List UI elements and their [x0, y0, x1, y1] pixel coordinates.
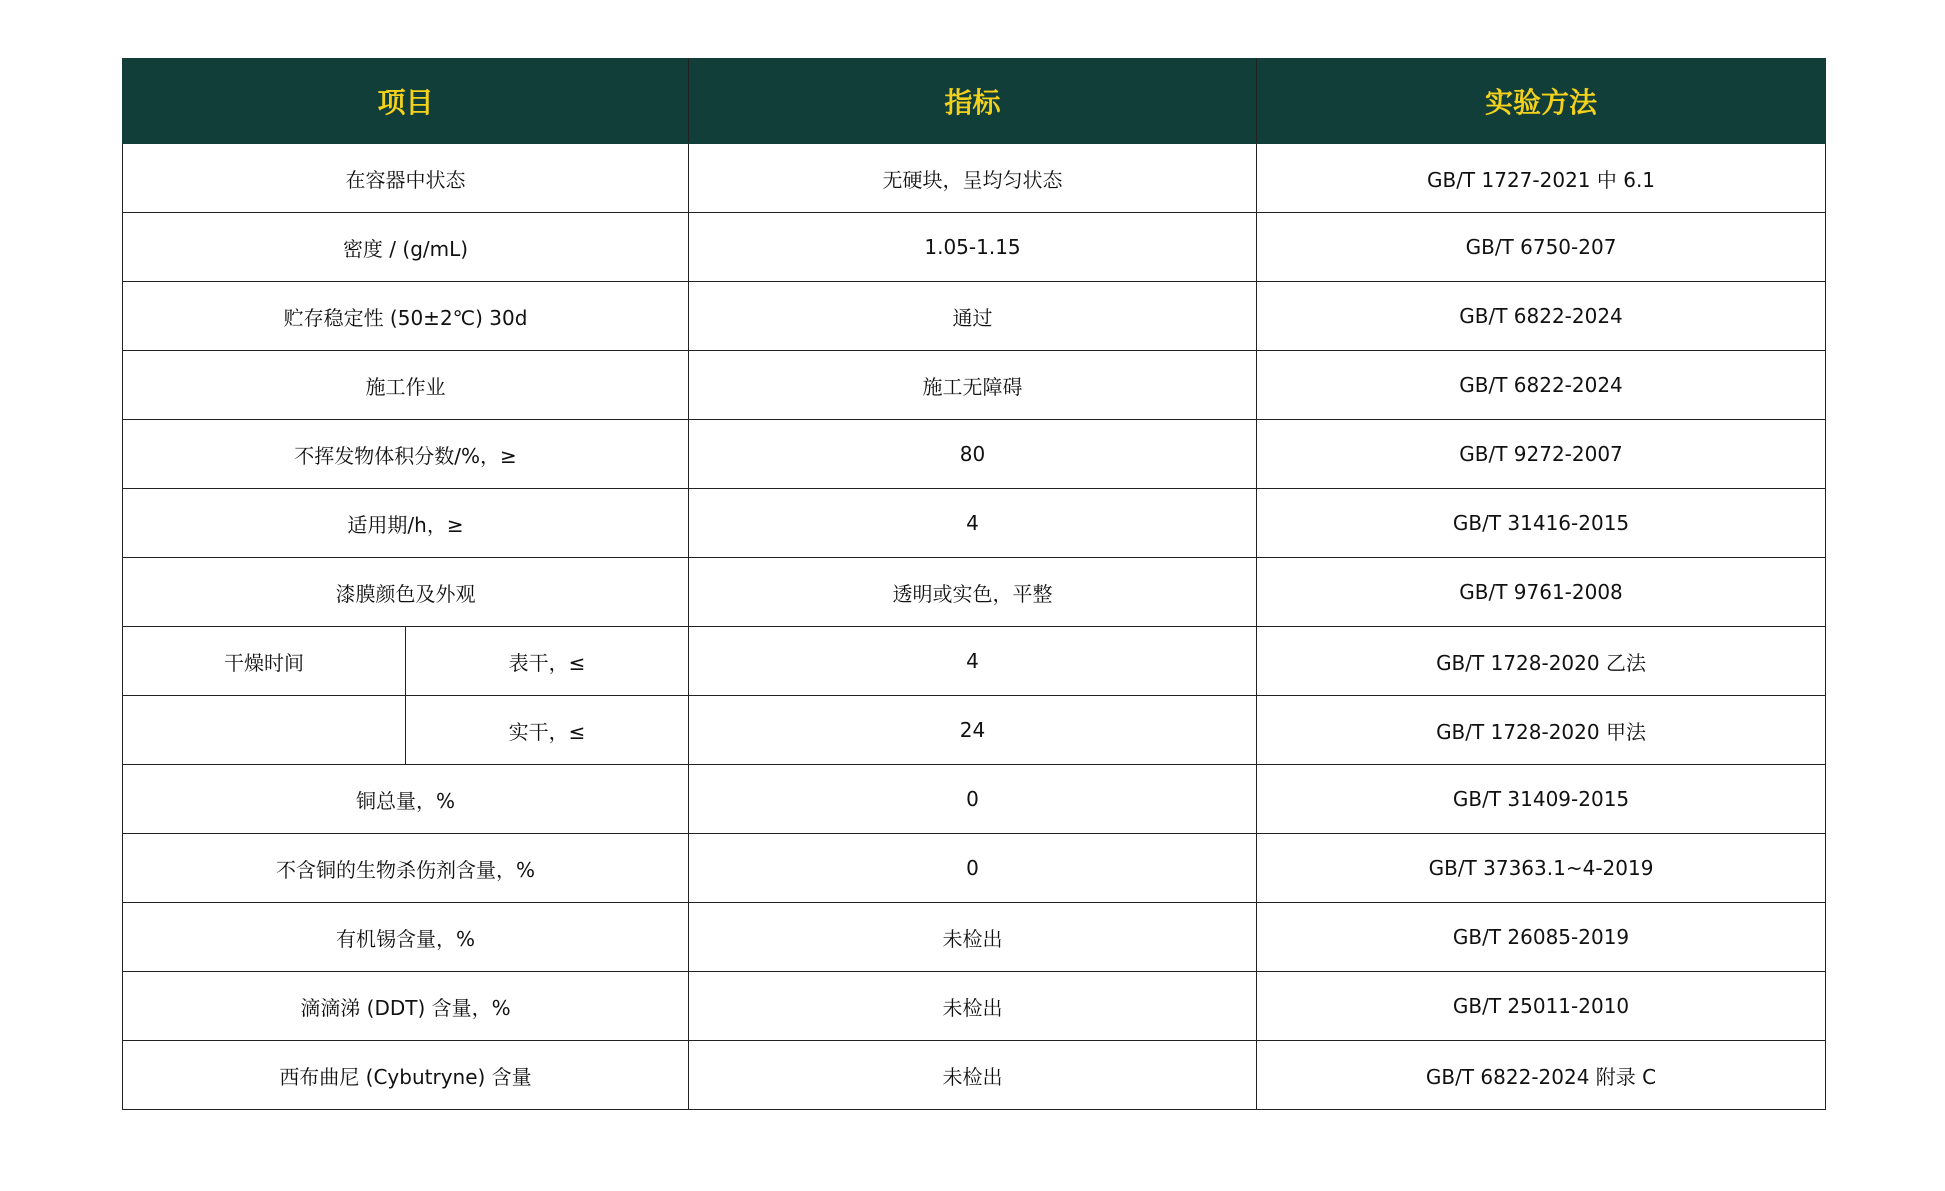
index-cell: 0: [689, 765, 1257, 834]
item-cell: 不挥发物体积分数/%，≥: [123, 420, 689, 489]
method-cell: GB/T 9761-2008: [1257, 558, 1826, 627]
table-row-drying-hard: [123, 696, 1826, 765]
table-row: [123, 1041, 1826, 1110]
method-cell: GB/T 6822-2024 附录 C: [1257, 1041, 1826, 1110]
index-cell: 未检出: [689, 972, 1257, 1041]
item-cell: 不含铜的生物杀伤剂含量，%: [123, 834, 689, 903]
index-cell: 80: [689, 420, 1257, 489]
method-cell: GB/T 31416-2015: [1257, 489, 1826, 558]
drying-group-label: 干燥时间: [123, 627, 406, 696]
table-row: [123, 489, 1826, 558]
table-row: [123, 282, 1826, 351]
index-cell: 24: [689, 696, 1257, 765]
method-cell: GB/T 26085-2019: [1257, 903, 1826, 972]
item-cell: 有机锡含量，%: [123, 903, 689, 972]
index-cell: 施工无障碍: [689, 351, 1257, 420]
method-cell: GB/T 9272-2007: [1257, 420, 1826, 489]
header-index: 指标: [689, 59, 1257, 144]
table-row: [123, 144, 1826, 213]
item-cell: 铜总量，%: [123, 765, 689, 834]
table-row: [123, 834, 1826, 903]
drying-group-empty: [123, 696, 406, 765]
method-cell: GB/T 1728-2020 乙法: [1257, 627, 1826, 696]
table-body: [123, 144, 1826, 1110]
method-cell: GB/T 37363.1~4-2019: [1257, 834, 1826, 903]
item-cell: 适用期/h，≥: [123, 489, 689, 558]
drying-sub-item: 实干，≤: [406, 696, 689, 765]
item-cell: 在容器中状态: [123, 144, 689, 213]
table-row: [123, 765, 1826, 834]
index-cell: 未检出: [689, 903, 1257, 972]
table-row: [123, 903, 1826, 972]
index-cell: 0: [689, 834, 1257, 903]
table-row: [123, 558, 1826, 627]
header-item: 项目: [123, 59, 689, 144]
index-cell: 通过: [689, 282, 1257, 351]
table-row-drying-surface: [123, 627, 1826, 696]
method-cell: GB/T 1727-2021 中 6.1: [1257, 144, 1826, 213]
index-cell: 4: [689, 489, 1257, 558]
index-cell: 透明或实色，平整: [689, 558, 1257, 627]
item-cell: 滴滴涕 (DDT) 含量，%: [123, 972, 689, 1041]
item-cell: 漆膜颜色及外观: [123, 558, 689, 627]
table-row: [123, 351, 1826, 420]
item-cell: 西布曲尼 (Cybutryne) 含量: [123, 1041, 689, 1110]
table-header: [123, 59, 1826, 144]
index-cell: 未检出: [689, 1041, 1257, 1110]
item-cell: 密度 / (g/mL): [123, 213, 689, 282]
method-cell: GB/T 25011-2010: [1257, 972, 1826, 1041]
header-method: 实验方法: [1257, 59, 1826, 144]
table-row: [123, 420, 1826, 489]
table-row: [123, 972, 1826, 1041]
method-cell: GB/T 6822-2024: [1257, 351, 1826, 420]
item-cell: 贮存稳定性 (50±2℃) 30d: [123, 282, 689, 351]
drying-sub-item: 表干，≤: [406, 627, 689, 696]
method-cell: GB/T 31409-2015: [1257, 765, 1826, 834]
table-row: [123, 213, 1826, 282]
index-cell: 1.05-1.15: [689, 213, 1257, 282]
method-cell: GB/T 6822-2024: [1257, 282, 1826, 351]
index-cell: 4: [689, 627, 1257, 696]
item-cell: 施工作业: [123, 351, 689, 420]
method-cell: GB/T 6750-207: [1257, 213, 1826, 282]
method-cell: GB/T 1728-2020 甲法: [1257, 696, 1826, 765]
header-row: [123, 59, 1826, 144]
spec-table: [122, 58, 1826, 1110]
index-cell: 无硬块，呈均匀状态: [689, 144, 1257, 213]
